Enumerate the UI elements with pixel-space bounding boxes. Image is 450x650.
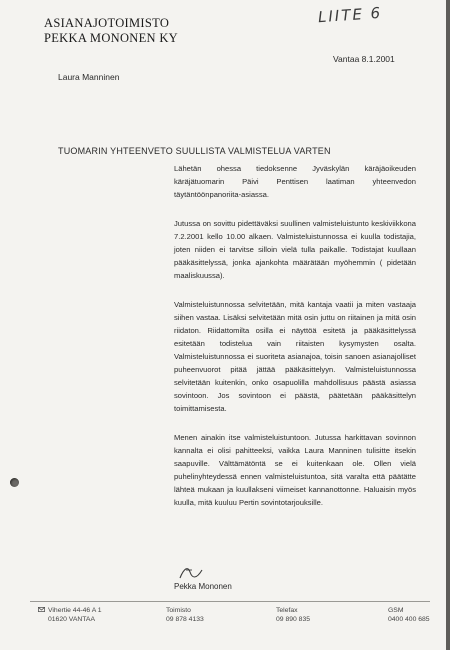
- footer-fax: [276, 606, 310, 624]
- punch-hole: [10, 478, 19, 487]
- paragraph-3: Valmisteluistunnossa selvitetään, mitä kantaja vaatii ja miten vastaaja siihen vastaa. Lisäksi selvitetään mitä osin juttu on riitainen ja mitä osin riidaton. Riidattomilta osilla ei näyttöä esitetä ja pääkäsittelyssä esitetään todistelua vain riitaisten kysymysten osalta. Valmisteluistunnossa ei suoriteta asianajoa, toisin sanoen asianajolliset puheenvuorot pitää jättää pääkäsittelyyn. Valmisteluistunnossa selvitetään kuitenkin, onko osapuolilla mahdollisuus päästä asiassa sovintoon. Jos sovintoon ei päästä, päätetään pääkäsittelyn toimittamisesta.: [174, 300, 416, 413]
- mail-icon: [38, 606, 45, 615]
- signer-name: Pekka Mononen: [174, 582, 232, 591]
- letterhead-name: PEKKA MONONEN KY: [44, 31, 178, 45]
- handwritten-annotation: LIITE 6: [317, 3, 383, 27]
- letter-date: Vantaa 8.1.2001: [333, 54, 395, 64]
- footer-street: Vihertie 44-46 A 1: [48, 607, 102, 614]
- letter-heading: TUOMARIN YHTEENVETO SUULLISTA VALMISTELUA VARTEN: [58, 146, 331, 156]
- paragraph-2: Jutussa on sovittu pidettäväksi suullinen valmisteluistunto keskiviikkona 7.2.2001 kello 10.00 alkaen. Valmisteluistunnossa ei kuulla todistajia, joten niiden ei tarvitse silloin vielä tulla paikalle. Todistajat kuullaan pääkäsittelyssä, jonka ajankohta määrätään myöhemmin ( pidetään maaliskuussa).: [174, 219, 416, 280]
- footer-city: 01620 VANTAA: [48, 616, 95, 623]
- letterhead: [44, 16, 178, 46]
- footer-divider: [30, 601, 430, 602]
- footer-office: [166, 606, 204, 624]
- footer-fax-number: 09 890 835: [276, 616, 311, 623]
- letterhead-firm: ASIANAJOTOIMISTO: [44, 16, 170, 30]
- footer-gsm-label: GSM: [388, 607, 404, 614]
- footer-office-number: 09 878 4133: [166, 616, 204, 623]
- signature-mark: [176, 564, 206, 582]
- footer-address: [38, 606, 102, 624]
- footer-gsm-number: 0400 400 685: [388, 616, 430, 623]
- paragraph-1: Lähetän ohessa tiedoksenne Jyväskylän käräjäoikeuden käräjätuomarin Päivi Penttisen laatiman yhteenvedon täytäntöönpanoriita-asiassa.: [174, 164, 416, 199]
- letter-body: [174, 162, 416, 525]
- footer-office-label: Toimisto: [166, 607, 191, 614]
- footer-fax-label: Telefax: [276, 607, 298, 614]
- footer-gsm: [388, 606, 430, 624]
- paragraph-4: Menen ainakin itse valmisteluistuntoon. Jutussa harkittavan sovinnon kannalta ei olisi pahitteeksi, vaikka Laura Manninen tulisitte itsekin saapuville. Välttämätöntä se ei kuitenkaan ole. Ollen vielä puhelinyhteydessä ennen valmisteluistuntoa, sitä varalta että päätätte lähteä mukaan ja kuullakseni viimeiset kannanottonne. Haluaisin myös kuulla, mitä kuuluu Pertin sovintotarjouksille.: [174, 433, 416, 507]
- recipient-name: Laura Manninen: [58, 72, 120, 82]
